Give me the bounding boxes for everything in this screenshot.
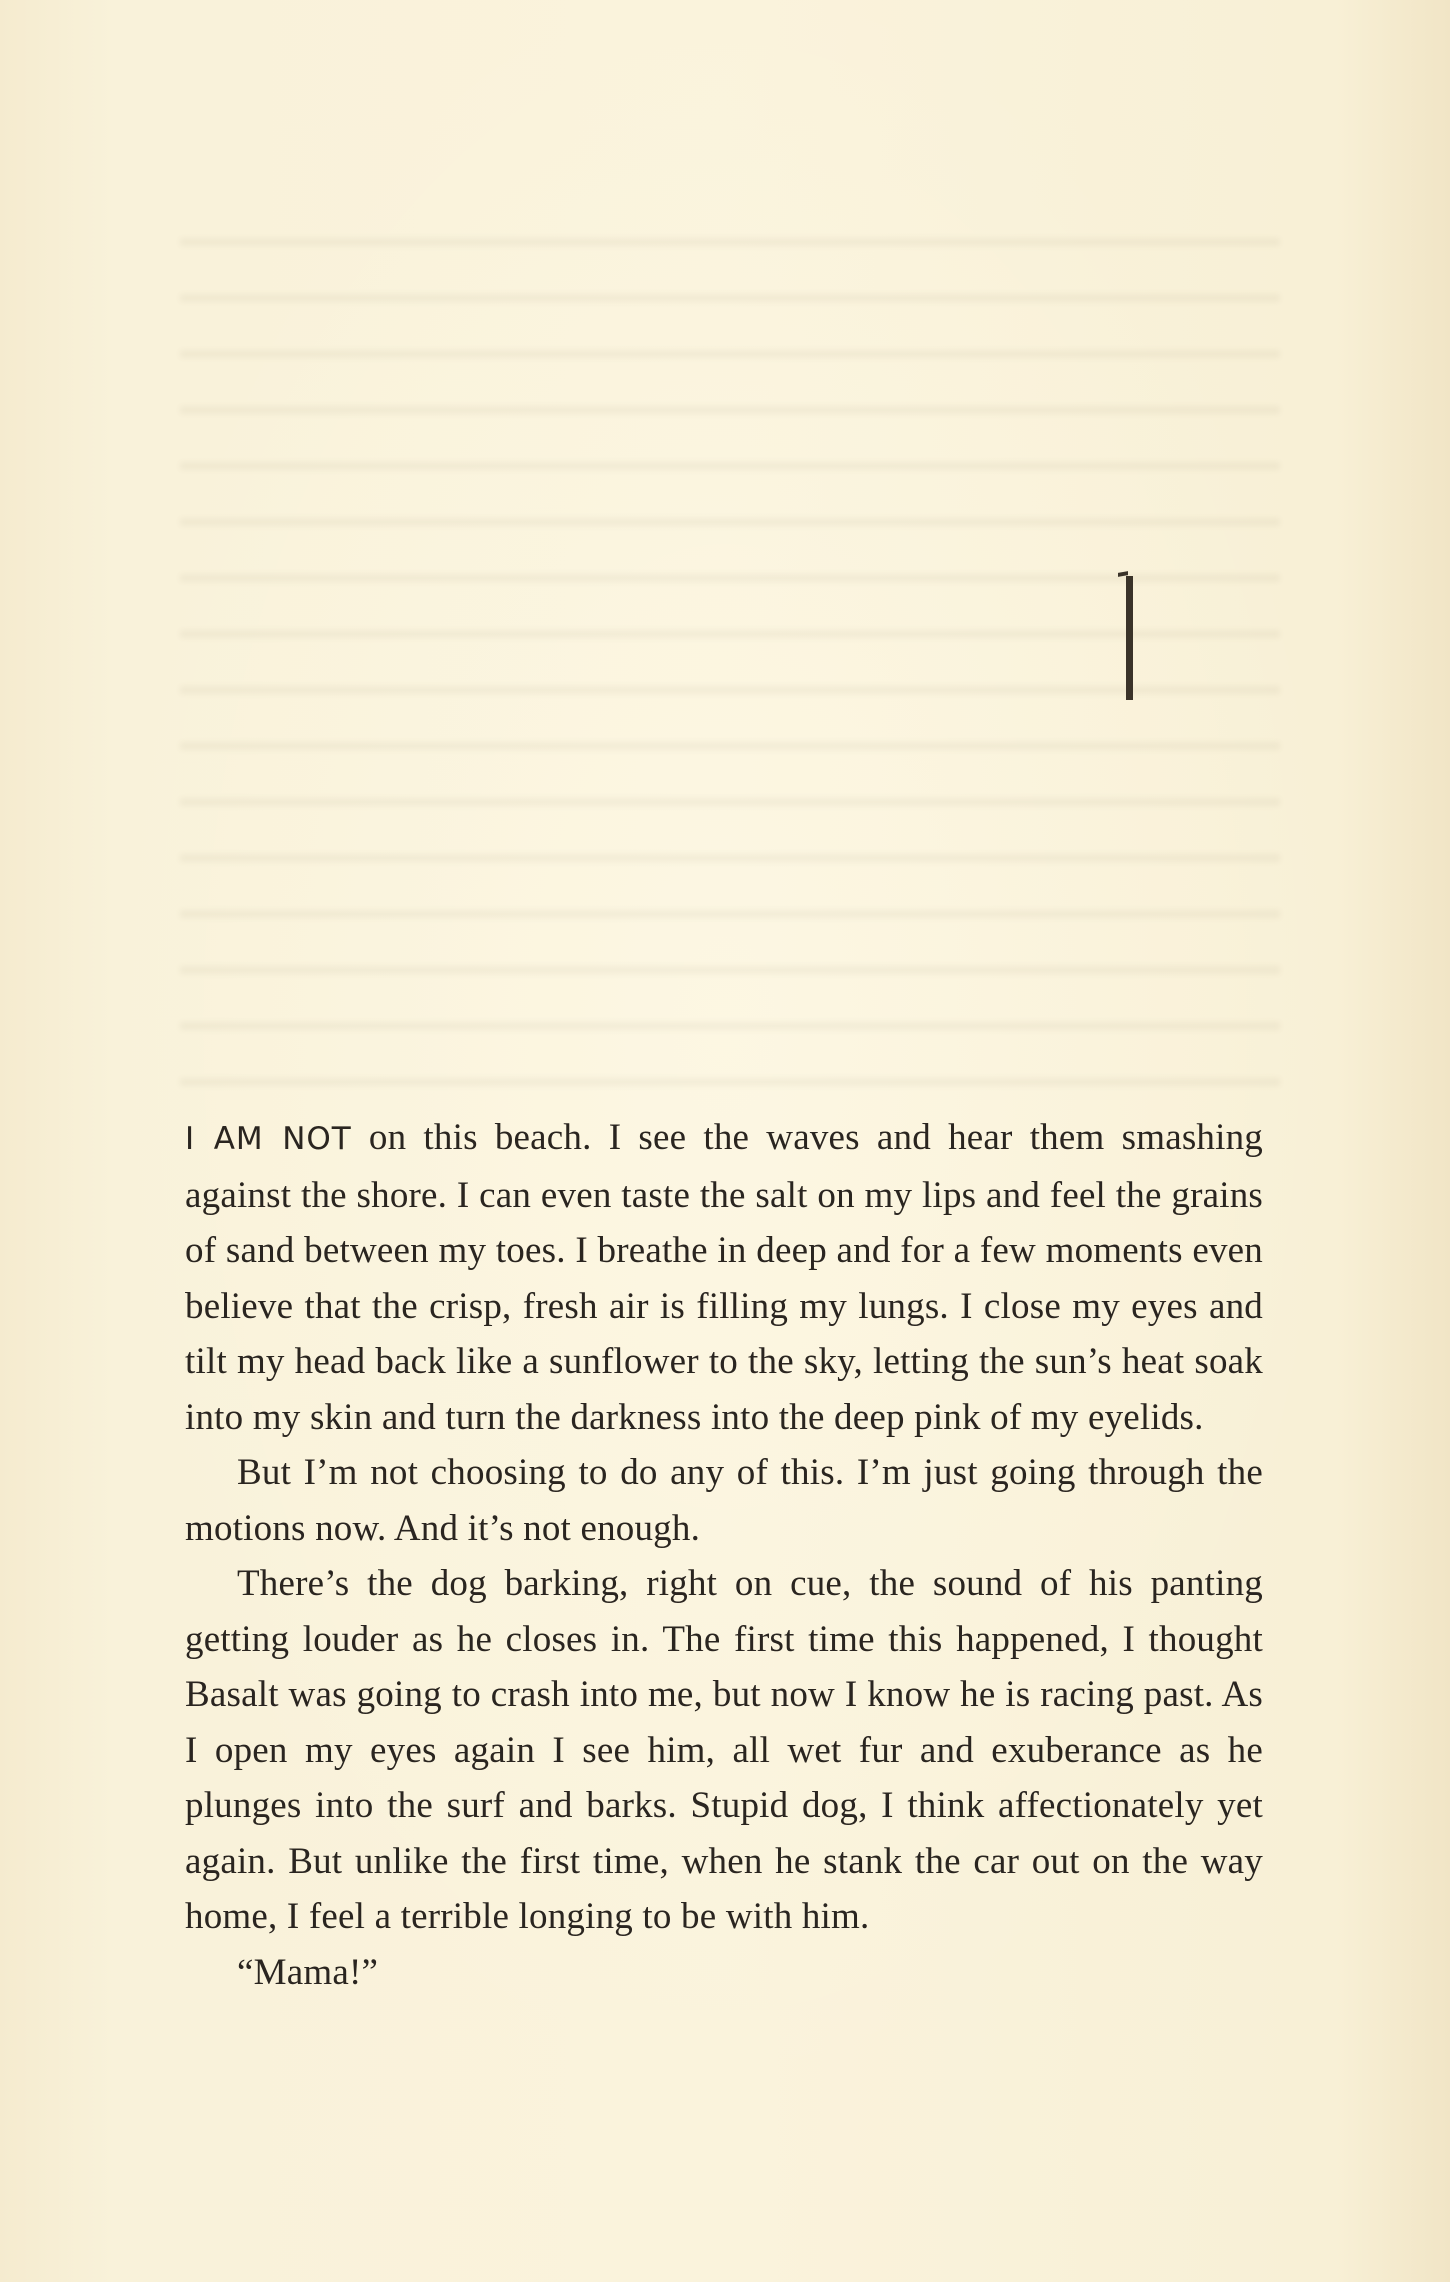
show-through-text bbox=[180, 200, 1280, 1100]
paragraph-4: “Mama!” bbox=[237, 1951, 379, 1993]
chapter-body bbox=[185, 1110, 1263, 2000]
opening-words: I AM NOT bbox=[185, 1121, 352, 1157]
paragraph-1 bbox=[185, 1110, 1263, 1445]
paragraph-2: But I’m not choosing to do any of this. I’m just going through the motions now. And it’s not enough. bbox=[185, 1452, 1263, 1549]
chapter-number bbox=[1126, 568, 1134, 700]
paragraph-1-text: on this beach. I see the waves and hear them smashing against the shore. I can even taste the salt on my lips and feel the grains of sand between my toes. I breathe in deep and for a few moments even believe that the crisp, fresh air is filling my lungs. I close my eyes and tilt my head back like a sunflower to the sky, letting the sun’s heat soak into my skin and turn the darkness into the deep pink of my eyelids. bbox=[185, 1117, 1263, 1438]
paragraph-3: There’s the dog barking, right on cue, the sound of his panting getting louder as he closes in. The first time this happened, I thought Basalt was going to crash into me, but now I know he is racing past. As I open my eyes again I see him, all wet fur and exuberance as he plunges into the surf and barks. Stupid dog, I think affectionately yet again. But unlike the first time, when he stank the car out on the way home, I feel a terrible longing to be with him. bbox=[185, 1563, 1263, 1937]
